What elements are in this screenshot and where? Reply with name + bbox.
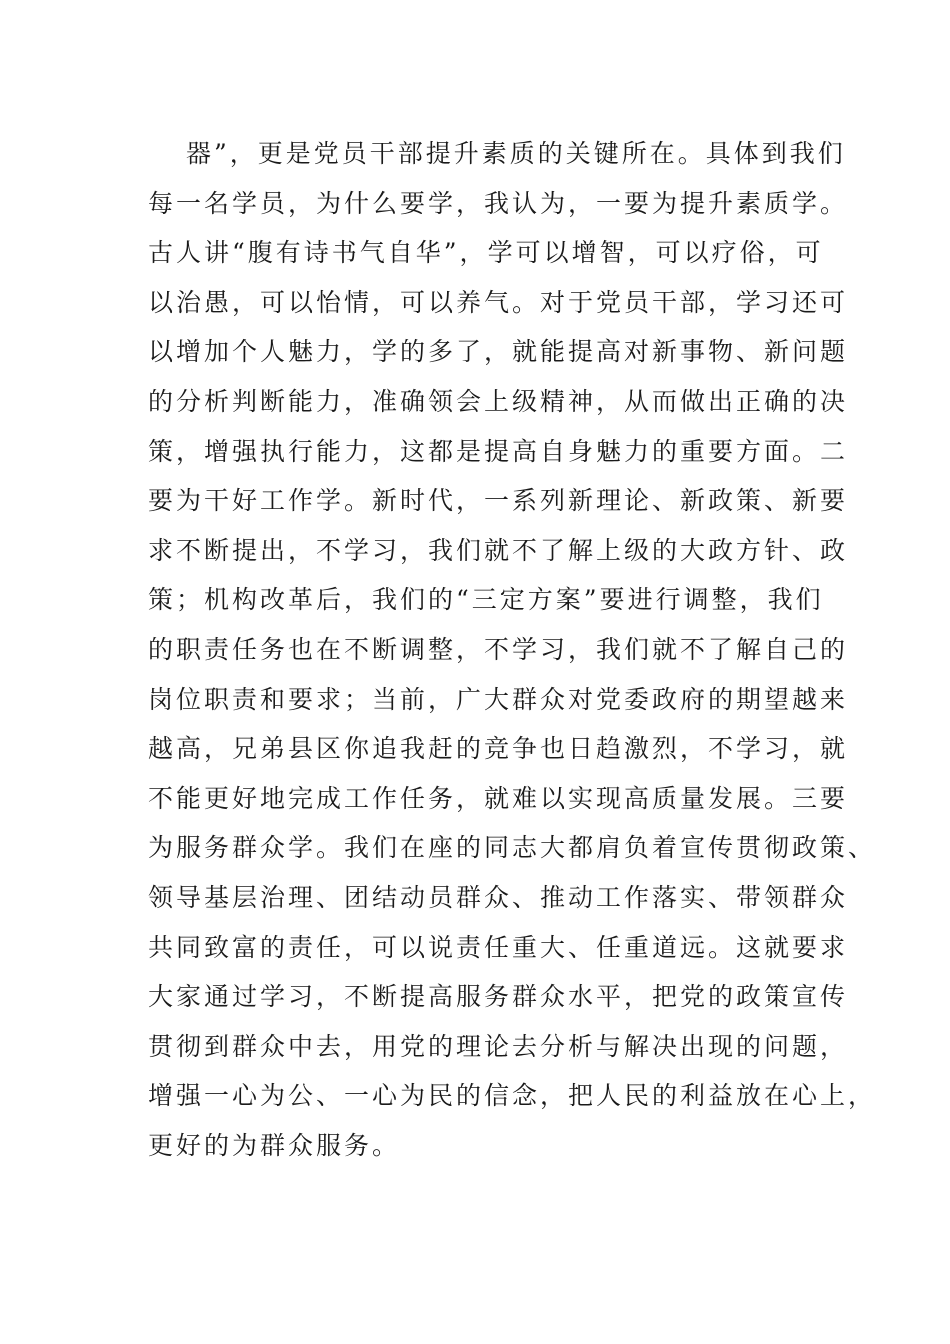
text-line: 为服务群众学。我们在座的同志大都肩负着宣传贯彻政策、 — [148, 833, 877, 863]
text-line: 古人讲“腹有诗书气自华”，学可以增智，可以疗俗，可 — [148, 238, 824, 268]
text-line: 器”，更是党员干部提升素质的关键所在。具体到我们 — [186, 139, 846, 168]
text-line: 大家通过学习，不断提高服务群众水平，把党的政策宣传 — [148, 982, 849, 1012]
text-line: 求不断提出，不学习，我们就不了解上级的大政方针、政 — [148, 535, 849, 565]
text-line: 越高，兄弟县区你追我赶的竞争也日趋激烈，不学习，就 — [148, 734, 849, 764]
text-line: 以增加个人魅力，学的多了，就能提高对新事物、新问题 — [148, 337, 849, 367]
text-line: 策，增强执行能力，这都是提高自身魅力的重要方面。二 — [148, 436, 849, 466]
text-line: 策；机构改革后，我们的“三定方案”要进行调整，我们 — [148, 585, 824, 615]
text-line: 共同致富的责任，可以说责任重大、任重道远。这就要求 — [148, 932, 849, 962]
text-line: 更好的为群众服务。 — [148, 1130, 401, 1160]
text-line: 岗位职责和要求；当前，广大群众对党委政府的期望越来 — [148, 684, 849, 714]
text-line: 要为干好工作学。新时代，一系列新理论、新政策、新要 — [148, 486, 849, 516]
text-line: 增强一心为公、一心为民的信念，把人民的利益放在心上， — [148, 1081, 877, 1111]
text-line: 的分析判断能力，准确领会上级精神，从而做出正确的决 — [148, 386, 849, 416]
text-line: 贯彻到群众中去，用党的理论去分析与解决出现的问题， — [148, 1031, 849, 1061]
text-line: 以治愚，可以怡情，可以养气。对于党员干部，学习还可 — [148, 287, 849, 317]
text-line: 每一名学员，为什么要学，我认为，一要为提升素质学。 — [148, 188, 849, 218]
body-paragraph — [148, 129, 877, 1170]
text-line: 的职责任务也在不断调整，不学习，我们就不了解自己的 — [148, 634, 849, 664]
text-line: 不能更好地完成工作任务，就难以实现高质量发展。三要 — [148, 783, 849, 813]
text-line: 领导基层治理、团结动员群众、推动工作落实、带领群众 — [148, 882, 849, 912]
